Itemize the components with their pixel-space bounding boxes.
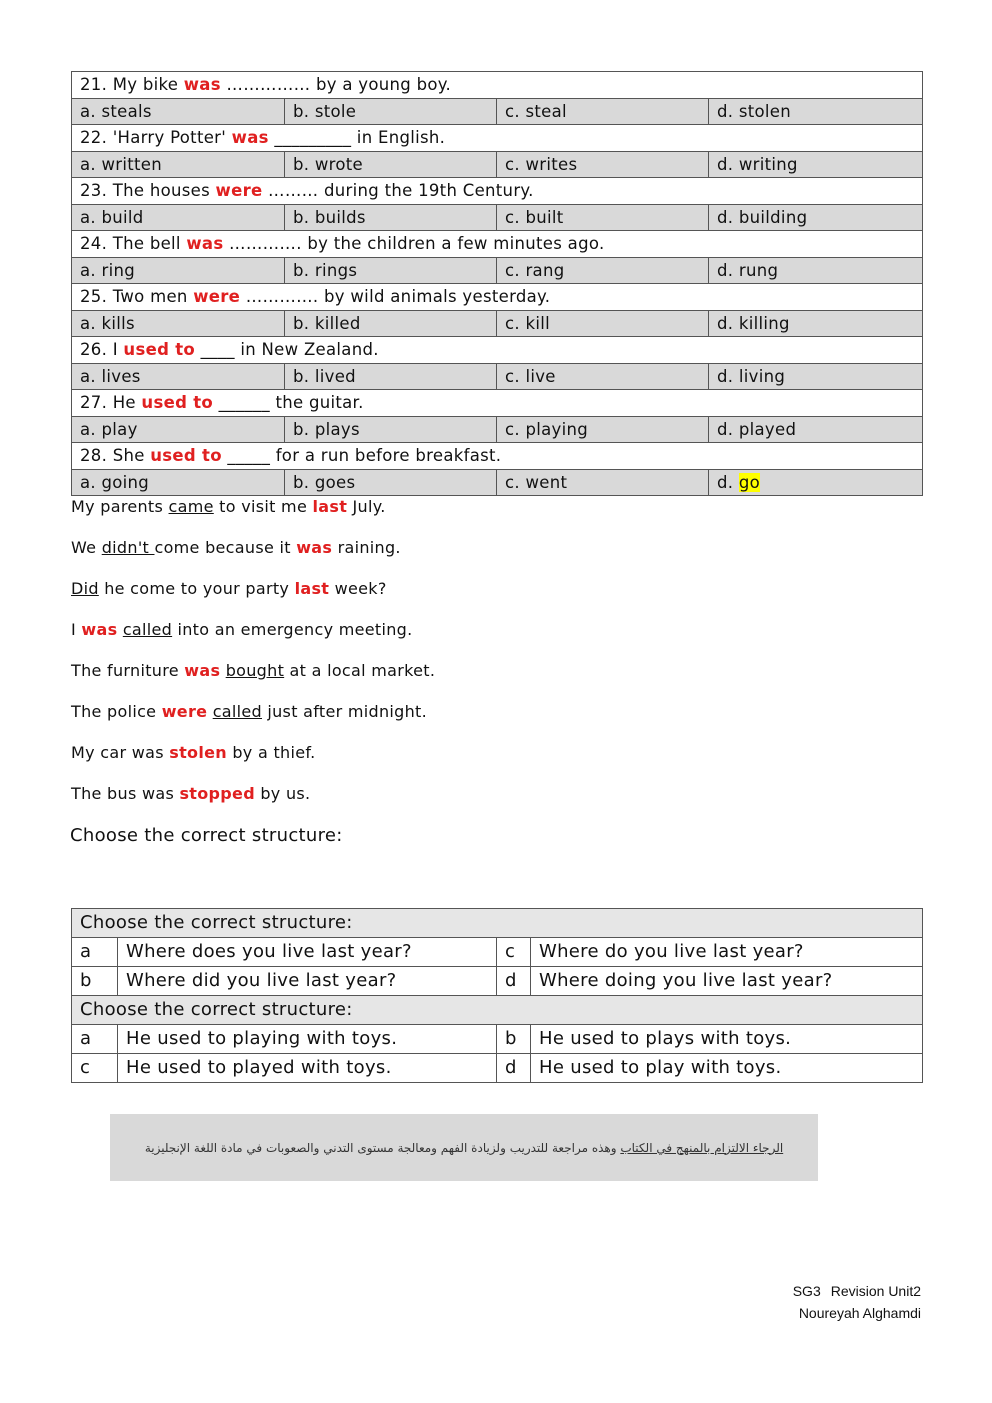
options-row (72, 98, 923, 125)
question-text: Two men (112, 287, 188, 307)
question-number: 25. (80, 287, 108, 307)
structure-heading-row (72, 996, 923, 1025)
question-stem (72, 337, 923, 364)
sentence-keyword: was (184, 661, 221, 680)
question-stem (72, 390, 923, 417)
question-row (72, 284, 923, 311)
sentence-text: by us. (254, 784, 311, 803)
options-row (72, 363, 923, 390)
question-blank-text: …………. by wild animals yesterday. (245, 287, 551, 307)
sentence-verb: came (168, 497, 214, 516)
sentence-verb: called (122, 620, 173, 639)
question-keyword: was (186, 234, 224, 254)
option-b[interactable]: b. plays (285, 416, 497, 443)
question-row (72, 178, 923, 205)
question-blank-text: ……… during the 19th Century. (268, 181, 534, 201)
options-row (72, 416, 923, 443)
option-a[interactable]: a. play (72, 416, 285, 443)
question-blank-text: _____ for a run before breakfast. (227, 446, 502, 466)
example-sentence (71, 702, 427, 721)
option-b[interactable]: b. killed (285, 310, 497, 337)
option-d[interactable]: d. rung (709, 257, 923, 284)
question-blank-text: …………. by the children a few minutes ago. (229, 234, 605, 254)
sentence-verb: Did (71, 579, 99, 598)
sentence-keyword: stopped (179, 784, 255, 803)
sentence-text: I (71, 620, 82, 639)
example-sentence (71, 784, 310, 803)
structure-row (72, 967, 923, 996)
question-number: 23. (80, 181, 108, 201)
question-blank-text: …………… by a young boy. (226, 75, 452, 95)
question-row (72, 72, 923, 99)
option-d[interactable]: d. killing (709, 310, 923, 337)
structure-option-letter: d (497, 967, 531, 996)
option-a[interactable]: a. lives (72, 363, 285, 390)
option-c[interactable]: c. rang (497, 257, 709, 284)
questions-table (71, 71, 923, 496)
option-d[interactable]: d. writing (709, 151, 923, 178)
question-number: 22. (80, 128, 108, 148)
question-number: 28. (80, 446, 108, 466)
question-text: 'Harry Potter' (112, 128, 227, 148)
structure-option-letter: a (72, 1025, 118, 1054)
example-sentence (71, 661, 435, 680)
question-stem (72, 178, 923, 205)
structure-heading: Choose the correct structure: (72, 909, 923, 938)
arabic-note (110, 1114, 818, 1181)
sentence-text: just after midnight. (261, 702, 428, 721)
options-row (72, 310, 923, 337)
option-b[interactable]: b. stole (285, 98, 497, 125)
options-row (72, 204, 923, 231)
question-keyword: used to (150, 446, 222, 466)
structure-table (71, 908, 923, 1083)
footer-code: SG3 (792, 1283, 821, 1299)
option-b[interactable]: b. wrote (285, 151, 497, 178)
sentence-keyword: stolen (169, 743, 227, 762)
structure-option-text[interactable]: He used to played with toys. (118, 1054, 497, 1083)
sentence-text: into an emergency meeting. (172, 620, 413, 639)
option-a[interactable]: a. kills (72, 310, 285, 337)
sentence-verb: didn't (101, 538, 155, 557)
structure-option-text[interactable]: Where does you live last year? (118, 938, 497, 967)
question-blank-text: ____ in New Zealand. (200, 340, 379, 360)
sentence-text: he come to your party (98, 579, 295, 598)
question-blank-text: ______ the guitar. (218, 393, 364, 413)
question-blank-text: _________ in English. (274, 128, 446, 148)
example-sentence (71, 579, 387, 598)
option-b[interactable]: b. builds (285, 204, 497, 231)
options-row (72, 469, 923, 496)
question-text: I (112, 340, 118, 360)
question-stem (72, 284, 923, 311)
option-c[interactable]: c. went (497, 469, 709, 496)
structure-option-letter: c (497, 938, 531, 967)
sentence-keyword: last (294, 579, 330, 598)
option-d[interactable]: d. stolen (709, 98, 923, 125)
sentence-text: My car was (71, 743, 170, 762)
structure-heading: Choose the correct structure: (72, 996, 923, 1025)
sentence-text: by a thief. (226, 743, 316, 762)
question-row (72, 337, 923, 364)
question-text: She (112, 446, 145, 466)
structure-heading-row (72, 909, 923, 938)
option-c[interactable]: c. kill (497, 310, 709, 337)
option-b[interactable]: b. goes (285, 469, 497, 496)
sentence-text: raining. (332, 538, 401, 557)
footer-author: Noureyah Alghamdi (798, 1305, 921, 1321)
question-keyword: was (231, 128, 269, 148)
note-rest: وهذه مراجعة للتدريب ولزيادة الفهم ومعالجة مستوى التدني والصعوبات في مادة اللغة الإنجليزية (144, 1140, 621, 1155)
example-sentence (71, 497, 386, 516)
structure-option-text[interactable]: He used to plays with toys. (531, 1025, 923, 1054)
option-a[interactable]: a. build (72, 204, 285, 231)
structure-option-text[interactable]: Where doing you live last year? (531, 967, 923, 996)
structure-option-text[interactable]: Where do you live last year? (531, 938, 923, 967)
option-c[interactable]: c. built (497, 204, 709, 231)
question-number: 26. (80, 340, 108, 360)
example-sentence (71, 538, 401, 557)
question-text: My bike (112, 75, 179, 95)
question-row (72, 390, 923, 417)
structure-option-letter: a (72, 938, 118, 967)
option-a[interactable]: a. going (72, 469, 285, 496)
question-keyword: was (183, 75, 221, 95)
option-c[interactable]: c. steal (497, 98, 709, 125)
question-stem (72, 443, 923, 470)
question-keyword: were (193, 287, 241, 307)
question-number: 27. (80, 393, 108, 413)
option-c[interactable]: c. playing (497, 416, 709, 443)
structure-row (72, 1025, 923, 1054)
option-c[interactable]: c. live (497, 363, 709, 390)
sentence-verb: called (212, 702, 262, 721)
sentence-text: The police (71, 702, 162, 721)
structure-option-letter: b (72, 967, 118, 996)
sentence-keyword: last (312, 497, 348, 516)
option-a[interactable]: a. written (72, 151, 285, 178)
question-text: The bell (112, 234, 181, 254)
footer-title: Revision Unit2 (830, 1283, 921, 1299)
option-a[interactable]: a. steals (72, 98, 285, 125)
structure-option-letter: d (497, 1054, 531, 1083)
sentence-verb: bought (225, 661, 285, 680)
option-d[interactable]: d. go (709, 469, 923, 496)
sentence-text: My parents (71, 497, 169, 516)
note-underlined: الرجاء الالتزام بالمنهج في الكتاب (620, 1140, 784, 1155)
sentence-text: The furniture (71, 661, 185, 680)
example-sentence (71, 743, 316, 762)
options-row (72, 151, 923, 178)
question-keyword: were (215, 181, 263, 201)
question-row (72, 231, 923, 258)
sentence-keyword: was (296, 538, 333, 557)
question-row (72, 125, 923, 152)
structure-row (72, 1054, 923, 1083)
question-stem (72, 125, 923, 152)
sentence-keyword: was (81, 620, 118, 639)
option-b[interactable]: b. rings (285, 257, 497, 284)
structure-option-letter: c (72, 1054, 118, 1083)
sentence-text: We (71, 538, 102, 557)
sentence-text: week? (329, 579, 387, 598)
sentence-text: at a local market. (284, 661, 436, 680)
example-sentence (71, 620, 413, 639)
option-d[interactable]: d. played (709, 416, 923, 443)
question-keyword: used to (141, 393, 214, 413)
sentence-text: come because it (154, 538, 297, 557)
option-c[interactable]: c. writes (497, 151, 709, 178)
option-d[interactable]: d. living (709, 363, 923, 390)
question-stem (72, 231, 923, 258)
structure-option-text[interactable]: He used to play with toys. (531, 1054, 923, 1083)
option-a[interactable]: a. ring (72, 257, 285, 284)
sentence-text: to visit me (213, 497, 313, 516)
structure-option-letter: b (497, 1025, 531, 1054)
question-number: 21. (80, 75, 108, 95)
structure-option-text[interactable]: Where did you live last year? (118, 967, 497, 996)
question-text: The houses (112, 181, 210, 201)
choose-heading: Choose the correct structure: (70, 825, 343, 846)
sentence-keyword: were (161, 702, 208, 721)
question-keyword: used to (123, 340, 196, 360)
question-number: 24. (80, 234, 108, 254)
question-stem (72, 72, 923, 99)
option-b[interactable]: b. lived (285, 363, 497, 390)
sentence-text: The bus was (71, 784, 180, 803)
question-text: He (112, 393, 136, 413)
option-d[interactable]: d. building (709, 204, 923, 231)
question-row (72, 443, 923, 470)
footer (793, 1280, 921, 1324)
sentence-text: July. (347, 497, 386, 516)
structure-option-text[interactable]: He used to playing with toys. (118, 1025, 497, 1054)
structure-row (72, 938, 923, 967)
highlighted-answer: go (738, 472, 761, 492)
options-row (72, 257, 923, 284)
